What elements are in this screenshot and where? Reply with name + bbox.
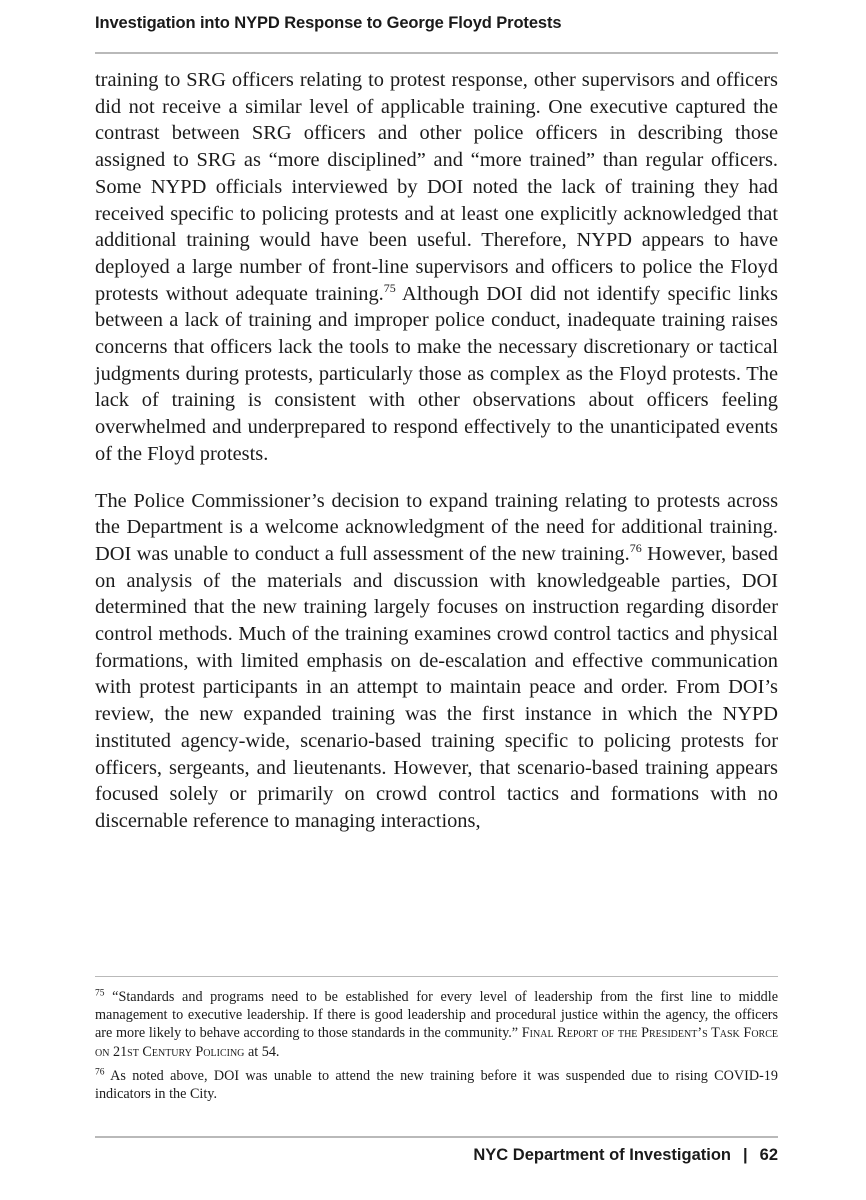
footnote-ref-76: 76 [629, 541, 642, 556]
footnote-divider [95, 976, 778, 977]
running-header-title: Investigation into NYPD Response to George Floyd Protests [95, 14, 562, 32]
paragraph-1-text-b: Although DOI did not identify specific links between a lack of training and improper police conduct, inadequate training raises concerns that officers lack the tools to make the necessary discretionary or tactical judgments during protests, particularly those as complex as the Floyd protests. The lack of training is consistent with other observations about officers feeling overwhelmed and underprepared to respond effectively to the unanticipated events of the Floyd protests. [95, 282, 778, 465]
footer-divider [95, 1136, 778, 1138]
footnote-76 [95, 1067, 778, 1103]
footnote-76-text: As noted above, DOI was unable to attend the new training before it was suspended due to rising COVID-19 indicators in the City. [95, 1067, 778, 1103]
paragraph-2-text-a: The Police Commissioner’s decision to expand training relating to protests across the Department is a welcome acknowledgment of the need for additional training. DOI was unable to conduct a full assessment of the new training. [95, 489, 778, 565]
paragraph-1-text-a: training to SRG officers relating to protest response, other supervisors and officers did not receive a similar level of applicable training. One executive captured the contrast between SRG officers and other police officers in describing those assigned to SRG as “more disciplined” and “more trained” than regular officers. Some NYPD officials interviewed by DOI noted the lack of training they had received specific to policing protests and at least one explicitly acknowledged that additional training would have been useful. Therefore, NYPD appears to have deployed a large number of front-line supervisors and officers to police the Floyd protests without adequate training. [95, 69, 778, 305]
paragraph-2 [95, 488, 778, 835]
footnotes [95, 988, 778, 1103]
footnote-75-citation: Final Report of the President’s Task Force on 21st Century Policing [95, 1025, 778, 1060]
footnote-75-text: “Standards and programs need to be established for every level of leadership from the first line to middle management to executive leadership. If there is good leadership and procedural justice within the agency, the officers are more likely to behave according to those standards in the community.” [95, 989, 778, 1042]
page-footer [473, 1146, 778, 1165]
paragraph-2-text-b: However, based on analysis of the materials and discussion with knowledgeable parties, DOI determined that the new training largely focuses on instruction regarding disorder control methods. Much of the training examines crowd control tactics and physical formations, with limited emphasis on de-escalation and effective communication with protest participants in an attempt to maintain peace and order. From DOI’s review, the new expanded training was the first instance in which the NYPD instituted agency-wide, scenario-based training specific to policing protests for officers, sergeants, and lieutenants. However, that scenario-based training appears focused solely or primarily on crowd control tactics and formations with no discernable reference to managing interactions, [95, 542, 779, 832]
page-number: 62 [759, 1146, 778, 1164]
header-divider [95, 52, 778, 54]
paragraph-1 [95, 67, 778, 468]
footnote-75 [95, 988, 778, 1061]
footnote-76-number: 76 [95, 1067, 105, 1078]
footer-org-name: NYC Department of Investigation [473, 1146, 732, 1164]
footnote-ref-75: 75 [383, 280, 396, 295]
footnote-75-number: 75 [95, 988, 105, 999]
footnote-75-tail: at 54. [244, 1043, 280, 1060]
footer-separator: | [743, 1146, 748, 1164]
body-text [95, 67, 778, 835]
